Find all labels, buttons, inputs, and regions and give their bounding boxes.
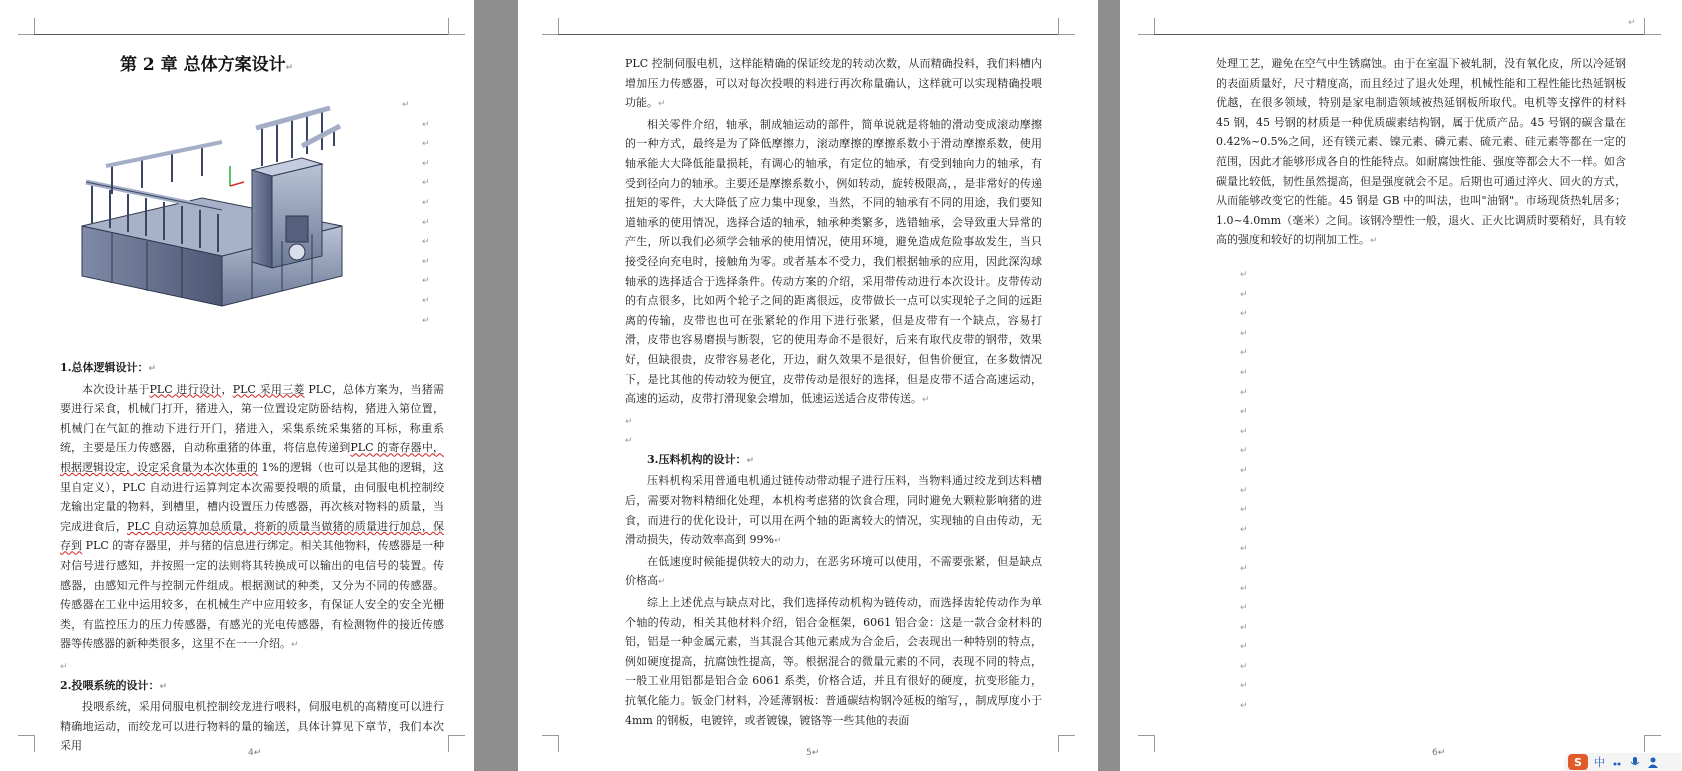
paragraph: 综上上述优点与缺点对比，我们选择传动机构为链传动，而选择齿轮传动作为单个轴的传动，相关其他材料介绍，铝合金框架，6061 铝合金：这是一款合金材料的铝，铝是一种金属元素，当其混合其他元素成为合金后，会表现出一种特别的特点，例如硬度提高，抗腐蚀性提高，等。根据混合的微量元素的不同，表现不同的特点，一般工业用铝都是铝合金 6061 系类，价格合适，并且有很好的硬度，抗变形能力，抗氧化能力。钣金门材料，冷延薄钢板：普通碳结构钢冷延板的缩写，，制成厚度小于 4mm 的钢板，电镀锌，或者镀镍，镀铬等一些其他的表面 bbox=[625, 596, 1042, 727]
document-page-4 bbox=[0, 0, 474, 771]
paragraph: 处理工艺，避免在空气中生锈腐蚀。由于在室温下被轧制，没有氧化皮，所以冷延钢的表面质量好，尺寸精度高，而且经过了退火处理，机械性能和工程性能比热延钢板优越，在很多领域，特别是家电制造领域被热延钢板所取代。电机等支撑件的材料 45 钢，45 号钢的材质是一种优质碳素结构钢，属于优质产品。45 号钢的碳含量在 0.42%~0.5%之间，还有镁元素、镍元素、磷元素、硫元素、硅元素等都在一定的范围，因此才能够形成各自的性能特点。如耐腐蚀性能、强度等都会大不一样。如含碳量比较低，韧性虽然提高，但是强度就会不足。后期也可通过淬火、回火的方式，从而能够改变它的性能。45 钢是 GB 中的叫法，也叫"油钢"。市场现货热轧居多；1.0~4.0mm（毫米）之间。该钢冷塑性一般，退火、正火比调质时要稍好，具有较高的强度和较好的切削加工性。↵ bbox=[1216, 57, 1626, 247]
crop-mark bbox=[448, 18, 465, 35]
crop-mark bbox=[1058, 18, 1075, 35]
crop-mark bbox=[18, 18, 35, 35]
page6-body bbox=[1216, 54, 1626, 252]
header-rule bbox=[1154, 34, 1644, 35]
document-page-5 bbox=[518, 0, 1098, 771]
document-page-6: ↵ 处理工艺，避免在空气中生锈腐蚀。由于在室温下被轧制，没有氧化皮，所以冷延钢的表面质量好，尺寸精度高，而且经过了退火处理，机械性能和工程性能比热延钢板优越，在很多领域，特别是家电制造领域被热延钢板所取代。电机等支撑件的材料 45 钢，45 号钢的材质是一种优质碳素结构钢，属于优质产品。45 号钢的碳含量在 0.42%~0.5%之间，还有镁元素、镍元素、磷元素、硫元素、硅元素等都在一定的范围，因此才能够形成各自的性能特点。如耐腐蚀性能、强度等都会大不一样。如含碳量比较低，韧性虽然提高，但是强度就会不足。后期也可通过淬火、回火的方式，从而能够改变它的性能。45 钢是 GB 中的叫法，也叫"油钢"。市场现货热轧居多；1.0~4.0mm（毫米）之间。该钢冷塑性一般，退火、正火比调质时要稍好，具有较高的强度和较好的切削加工性。↵ ↵ ↵ ↵ ↵ ↵ ↵ ↵ ↵ ↵ ↵ ↵ ↵ ↵ ↵ ↵ ↵ ↵ ↵ ↵ ↵ ↵ ↵ ↵ 6↵ bbox=[1120, 0, 1682, 771]
page4-body: 1.总体逻辑设计：↵ 本次设计基于PLC 进行设计，PLC 采用三菱 PLC，总体方案为，当猪需要进行采食，机械门打开，猪进入，第一位置设定防卧结构，猪进入第位置，机械门在气缸的推动下进行开门，猪进入，采集系统采集猪的耳标，称重系统，主要是压力传感器，自动称重猪的体重，将信息传递到PLC 的寄存器中，根据逻辑设定，设定采食量为本次体重的 1%的逻辑（也可以是其他的逻辑，这里自定义），PLC 自动进行运算判定本次需要投喂的质量，由伺服电机控制绞龙输出定量的物料，到槽里，槽内设置压力传感器，再次核对物料的质量，当完成进食后，PLC 自动运算加总质量，将新的质量当做猪的质量进行加总，保存到 PLC 的寄存器里，并与猪的信息进行绑定。相关其他物料，传感器是一种对信号进行感知，并按照一定的法则将其转换成可以输出的电信号的装置。传感器，由感知元件与控制元件组成。根据测试的种类，又分为不同的传感器。传感器在工业中运用较多，在机械生产中应用较多，有保证人安全的安全光栅类，有监控压力的压力传感器，有感光的光电传感器，有检测物件的接近传感器等传感器的新种类很多，这里不在一一介绍。↵ ↵ 2.投喂系统的设计：↵ 投喂系统，采用伺服电机控制绞龙进行喂料，伺服电机的高精度可以进行精确地运动，而绞龙可以进行物料的量的输送，具体计算见下章节，我们本次采用 bbox=[60, 358, 444, 756]
paragraph: 压料机构采用普通电机通过链传动带动辊子进行压料，当物料通过绞龙到达料槽后，需要对物料精细化处理，本机构考虑猪的饮食合理，同时避免大颗粒影响猪的进食，而进行的优化设计，可以用在两个轴的距离较大的情况，实现轴的自由传动，无滑动损失，传动效率高到 99%↵ bbox=[625, 474, 1042, 547]
crop-mark bbox=[448, 735, 465, 752]
header-rule bbox=[34, 34, 448, 35]
crop-mark bbox=[1644, 18, 1661, 35]
section1-heading: 1.总体逻辑设计：↵ bbox=[60, 361, 157, 374]
section2-paragraph: 投喂系统，采用伺服电机控制绞龙进行喂料，伺服电机的高精度可以进行精确地运动，而绞龙可以进行物料的量的输送，具体计算见下章节，我们本次采用 bbox=[60, 700, 444, 753]
ime-language-toggle[interactable]: 中 bbox=[1594, 756, 1605, 769]
section3-heading: 3.压料机构的设计：↵ bbox=[647, 452, 755, 466]
crop-mark bbox=[1058, 735, 1075, 752]
paragraph: PLC 控制伺服电机，这样能精确的保证绞龙的转动次数，从而精确投料，我们料槽内增加压力传感器，可以对每次投喂的料进行再次称量确认，这样就可以实现精确投喂功能。↵ bbox=[625, 57, 1042, 110]
machine-3d-icon bbox=[72, 106, 372, 318]
crop-mark bbox=[542, 735, 559, 752]
page-number: 4↵ bbox=[248, 748, 262, 758]
page5-body: PLC 控制伺服电机，这样能精确的保证绞龙的转动次数，从而精确投料，我们料槽内增加压力传感器，可以对每次投喂的料进行再次称量确认，这样就可以实现精确投喂功能。↵ 相关零件介绍，轴承，制成轴运动的部件，简单说就是将轴的滑动变成滚动摩擦的一种方式，最终是为了降低摩擦力，滚动摩擦的摩擦系数小于滑动摩擦系数，使用轴承能大大降低能量损耗，有调心的轴承，有定位的轴承，有受到轴向力的轴承，有受到径向力的轴承。主要还是摩擦系数小，例如转动，旋转极限高，，是非常好的传递扭矩的零件，大大降低了应力集中现象，当然，不同的轴承有不同的用途，我们要知道轴承的使用情况，选择合适的轴承，轴承种类繁多，选错轴承，会导致重大异常的产生，所以我们必须学会轴承的使用情况，使用环境，避免造成危险事故发生，当只接受径向充电时，接触角为零。或者基本不受力，我们根据轴承的应用，因此深沟球轴承的选择适合于选择条件。传动方案的介绍，采用带传动进行本次设计。皮带传动的有点很多，比如两个轮子之间的距离很远，皮带做长一点可以实现轮子之间的远距离的传输，皮带也也可在张紧轮的作用下进行张紧，但是皮带有一个缺点，容易打滑，皮带也容易磨损与断裂，它的使用寿命不是很好，后来有取代皮带的钢带，效果好，但缺很贵，皮带容易老化，开边，耐久效果不是很好，但售价便宜，在多数情况下，是比其他的传动较为便宜，皮带传动是很好的选择，但是皮带不适合高速运动，高速的运动，皮带打滑现象会增加，低速运送适合皮带传送。↵ ↵ ↵ 3.压料机构的设计：↵ 压料机构采用普通电机通过链传动带动辊子进行压料，当物料通过绞龙到达料槽后，需要对物料精细化处理，本机构考虑猪的饮食合理，同时避免大颗粒影响猪的进食，而进行的优化设计，可以用在两个轴的距离较大的情况，实现轴的自由传动，无滑动损失，传动效率高到 99%↵ 在低速度时候能提供较大的动力，在恶劣环境可以使用，不需要张紧，但是缺点价格高↵ 综上上述优点与缺点对比，我们选择传动机构为链传动，而选择齿轮传动作为单个轴的传动，相关其他材料介绍，铝合金框架，6061 铝合金：这是一款合金材料的铝，铝是一种金属元素，当其混合其他元素成为合金后，会表现出一种特别的特点，例如硬度提高，抗腐蚀性提高，等。根据混合的微量元素的不同，表现不同的特点，一般工业用铝都是铝合金 6061 系类，价格合适，并且有很好的硬度，抗变形能力，抗氧化能力。钣金门材料，冷延薄钢板：普通碳结构钢冷延板的缩写，，制成厚度小于 4mm 的钢板，电镀锌，或者镀镍，镀铬等一些其他的表面 bbox=[625, 54, 1042, 730]
section2-heading: 2.投喂系统的设计：↵ bbox=[60, 678, 168, 692]
paragraph: 相关零件介绍，轴承，制成轴运动的部件，简单说就是将轴的滑动变成滚动摩擦的一种方式，最终是为了降低摩擦力，滚动摩擦的摩擦系数小于滑动摩擦系数，使用轴承能大大降低能量损耗，有调心的轴承，有定位的轴承，有受到轴向力的轴承，有受到径向力的轴承。主要还是摩擦系数小，例如转动，旋转极限高，，是非常好的传递扭矩的零件，大大降低了应力集中现象，当然，不同的轴承有不同的用途，我们要知道轴承的使用情况，选择合适的轴承，轴承种类繁多，选错轴承，会导致重大异常的产生，所以我们必须学会轴承的使用情况，使用环境，避免造成危险事故发生，当只接受径向充电时，接触角为零。或者基本不受力，我们根据轴承的应用，因此深沟球轴承的选择适合于选择条件。传动方案的介绍，采用带传动进行本次设计。皮带传动的有点很多，比如两个轮子之间的距离很远，皮带做长一点可以实现轮子之间的远距离的传输，皮带也也可在张紧轮的作用下进行张紧，但是皮带有一个缺点，容易打滑，皮带也容易磨损与断裂，它的使用寿命不是很好，后来有取代皮带的钢带，效果好，但缺很贵，皮带容易老化，开边，耐久效果不是很好，但售价便宜，在多数情况下，是比其他的传动较为便宜，皮带传动是很好的选择，但是皮带不适合高速运动，高速的运动，皮带打滑现象会增加，低速运送适合皮带传送。↵ bbox=[625, 117, 1042, 406]
chapter-title: 第 2 章 总体方案设计↵ bbox=[120, 55, 294, 75]
machine-figure bbox=[72, 106, 372, 318]
microphone-icon[interactable] bbox=[1629, 756, 1641, 768]
user-icon[interactable] bbox=[1647, 756, 1659, 768]
crop-mark bbox=[18, 735, 35, 752]
page-number: 6↵ bbox=[1432, 748, 1446, 758]
paragraph: 在低速度时候能提供较大的动力，在恶劣环境可以使用，不需要张紧，但是缺点价格高↵ bbox=[625, 554, 1042, 588]
paragraph-marks: ↵ ↵ ↵ ↵ ↵ ↵ ↵ ↵ ↵ ↵ ↵ ↵ bbox=[402, 100, 430, 326]
section1-paragraph: 本次设计基于PLC 进行设计，PLC 采用三菱 PLC，总体方案为，当猪需要进行采食，机械门打开，猪进入，第一位置设定防卧结构，猪进入第位置，机械门在气缸的推动下进行开门，猪进入，采集系统采集猪的耳标，称重系统，主要是压力传感器，自动称重猪的体重，将信息传递到PLC 的寄存器中，根据逻辑设定，设定采食量为本次体重的 1%的逻辑（也可以是其他的逻辑，这里自定义），PLC 自动进行运算判定本次需要投喂的质量，由伺服电机控制绞龙输出定量的物料，到槽里，槽内设置压力传感器，再次核对物料的质量，当完成进食后，PLC 自动运算加总质量，将新的质量当做猪的质量进行加总，保存到 PLC 的寄存器里，并与猪的信息进行绑定。相关其他物料，传感器是一种对信号进行感知，并按照一定的法则将其转换成可以输出的电信号的装置。传感器，由感知元件与控制元件组成。根据测试的种类，又分为不同的传感器。传感器在工业中运用较多，在机械生产中应用较多，有保证人安全的安全光栅类，有监控压力的压力传感器，有感光的光电传感器，有检测物件的接近传感器等传感器的新种类很多，这里不在一一介绍。↵ bbox=[60, 382, 445, 651]
crop-mark bbox=[1644, 735, 1661, 752]
page-number: 5↵ bbox=[806, 748, 820, 758]
crop-mark bbox=[1138, 18, 1155, 35]
empty-paragraph-marks: ↵ ↵ ↵ ↵ ↵ ↵ ↵ ↵ ↵ ↵ ↵ ↵ ↵ ↵ ↵ ↵ ↵ ↵ ↵ ↵ ↵ ↵ ↵ bbox=[1240, 270, 1248, 712]
header-rule bbox=[558, 34, 1058, 35]
ime-toolbar[interactable] bbox=[1564, 753, 1682, 771]
punctuation-icon[interactable] bbox=[1611, 756, 1623, 768]
crop-mark bbox=[542, 18, 559, 35]
crop-mark bbox=[1138, 735, 1155, 752]
sogou-logo-icon[interactable]: S bbox=[1568, 754, 1588, 770]
